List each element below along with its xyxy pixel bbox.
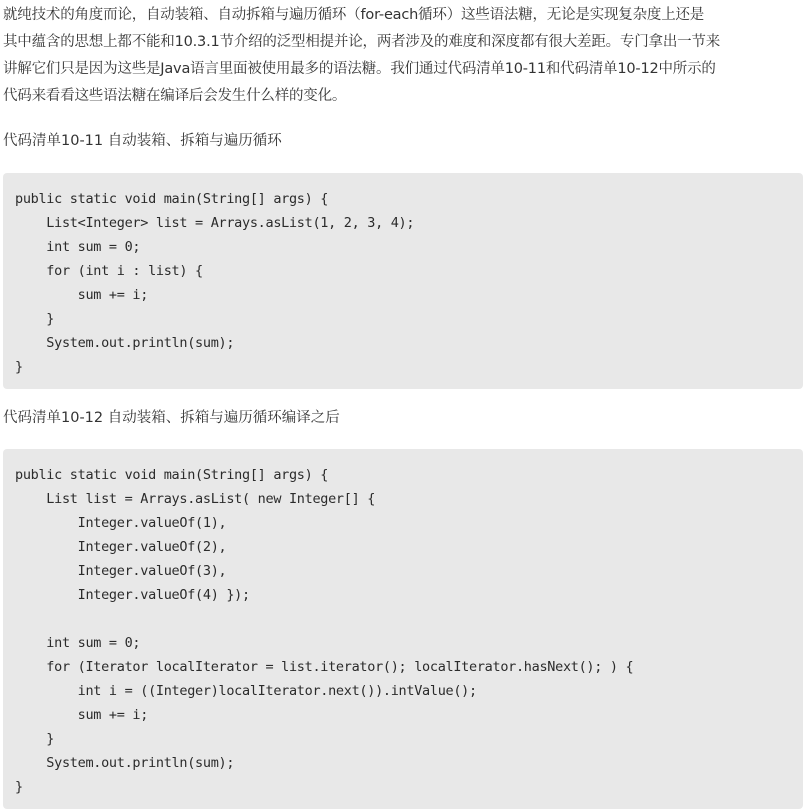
code-line: Integer.valueOf(4) }); — [15, 587, 250, 603]
intro-line: 就纯技术的角度而论，自动装箱、自动拆箱与遍历循环（for-each循环）这些语法糖，无论是实现复杂度上还是 — [3, 7, 705, 23]
code-line: for (Iterator localIterator = list.iterator(); localIterator.hasNext(); ) { — [15, 659, 634, 675]
code-line: Integer.valueOf(3), — [15, 563, 227, 579]
code-line: int sum = 0; — [15, 635, 141, 651]
listing-2-caption: 代码清单10-12 自动装箱、拆箱与遍历循环编译之后 — [3, 410, 340, 426]
code-line: System.out.println(sum); — [15, 335, 235, 351]
listing-1-caption: 代码清单10-11 自动装箱、拆箱与遍历循环 — [3, 133, 282, 149]
code-line: Integer.valueOf(1), — [15, 515, 227, 531]
code-line: } — [15, 311, 55, 327]
code-line: List<Integer> list = Arrays.asList(1, 2, 3, 4); — [15, 215, 415, 231]
intro-paragraph — [3, 2, 803, 110]
code-line: Integer.valueOf(2), — [15, 539, 227, 555]
intro-line: 代码来看看这些语法糖在编译后会发生什么样的变化。 — [3, 88, 347, 104]
code-line: public static void main(String[] args) { — [15, 467, 329, 483]
code-line: } — [15, 731, 55, 747]
listing-1-code-block — [3, 173, 803, 389]
code-line: int i = ((Integer)localIterator.next()).intValue(); — [15, 683, 477, 699]
code-line: System.out.println(sum); — [15, 755, 235, 771]
intro-line: 讲解它们只是因为这些是Java语言里面被使用最多的语法糖。我们通过代码清单10-11和代码清单10-12中所示的 — [3, 61, 716, 77]
code-line: public static void main(String[] args) { — [15, 191, 329, 207]
code-line: int sum = 0; — [15, 239, 141, 255]
code-line: sum += i; — [15, 707, 149, 723]
code-line: } — [15, 779, 23, 795]
code-line: sum += i; — [15, 287, 149, 303]
code-line — [15, 607, 803, 631]
code-line: List list = Arrays.asList( new Integer[] { — [15, 491, 376, 507]
code-line: for (int i : list) { — [15, 263, 203, 279]
listing-2-code-block — [3, 449, 803, 809]
intro-line: 其中蕴含的思想上都不能和10.3.1节介绍的泛型相提并论，两者涉及的难度和深度都有很大差距。专门拿出一节来 — [3, 34, 721, 50]
code-line: } — [15, 359, 23, 375]
